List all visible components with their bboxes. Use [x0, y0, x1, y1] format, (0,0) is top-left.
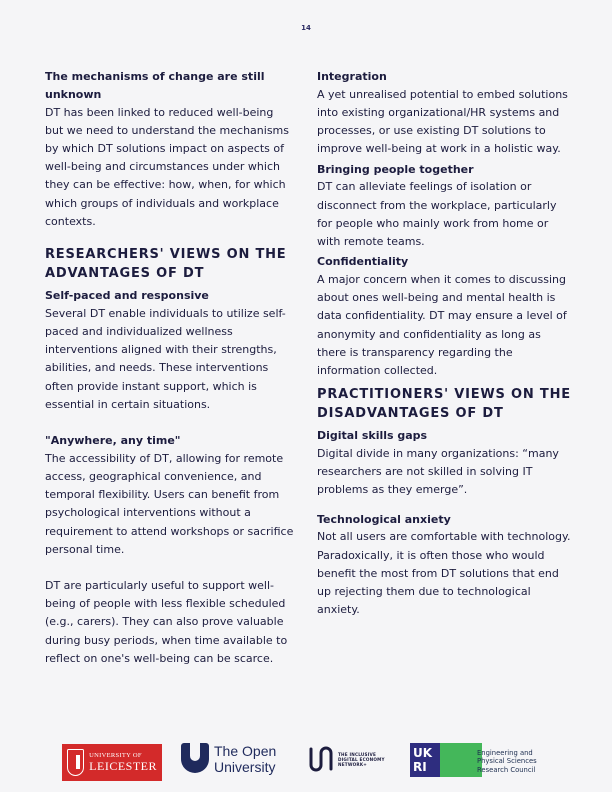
epsrc-line-3: Research Council [477, 765, 536, 774]
ukri-epsrc-logo [410, 740, 570, 780]
leicester-line-2: LEICESTER [89, 759, 157, 774]
anxiety-heading: Technological anxiety [317, 512, 451, 526]
open-university-mark-icon [181, 743, 209, 773]
leicester-shield-icon [67, 749, 84, 776]
epsrc-line-1: Engineering and [477, 749, 533, 757]
digital-skills-body: Digital divide in many organizations: “many researchers are not skilled in solving IT problems as they emerge”. [317, 447, 559, 497]
ukri-mark: UK RI [410, 743, 440, 777]
inclusive-line-3: NETWORK+ [338, 762, 367, 768]
mechanisms-heading: The mechanisms of change are still unknown [45, 70, 265, 101]
integration-body: A yet unrealised potential to embed solutions into existing organizational/HR systems and processes, or use existing DT solutions to improve well-being at work in a holistic way. [317, 87, 568, 156]
anywhere-heading: "Anywhere, any time" [45, 434, 181, 448]
left-column [45, 68, 295, 668]
disadvantages-section-heading: PRACTITIONERS' VIEWS ON THE DISADVANTAGES OF DT [317, 387, 571, 421]
page-number: 14 [301, 24, 311, 32]
anywhere-body-2: DT are particularly useful to support well-being of people with less flexible scheduled (e.g., carers). They can also prove valuable during busy periods, when time available to reflect on one's well-being can be scarce. [45, 579, 288, 665]
confidentiality-body: A major concern when it comes to discussing about ones well-being and mental health is data confidentiality. DT may ensure a level of anonymity and confidentiality as long as there is transparency regarding the information collected. [317, 273, 567, 378]
self-paced-body: Several DT enable individuals to utilize self-paced and individualized wellness interventions aligned with their strengths, abilities, and needs. These interventions often provide instant support, which is essential in certain situations. [45, 306, 286, 411]
university-of-leicester-logo [62, 744, 162, 781]
advantages-section-heading: RESEARCHERS' VIEWS ON THE ADVANTAGES OF DT [45, 247, 287, 281]
inclusive-line-1: THE INCLUSIVE [338, 752, 377, 757]
inclusive-line-2: DIGITAL ECONOMY [338, 757, 385, 763]
open-university-line-2: University [214, 759, 276, 775]
leicester-line-1: UNIVERSITY OF [89, 751, 142, 759]
mechanisms-body: DT has been linked to reduced well-being but we need to understand the mechanisms by which DT solutions impact on aspects of well-being and circumstances under which they can be effective: how, when, for which which groups of individuals and workplace contexts. [45, 105, 289, 228]
open-university-logo [181, 740, 291, 780]
inclusive-network-mark-icon [308, 745, 334, 773]
right-column [317, 68, 572, 619]
open-university-line-1: The Open [214, 743, 277, 759]
integration-heading: Integration [317, 70, 387, 83]
epsrc-line-2: Physical Sciences [477, 757, 537, 766]
bringing-body: DT can alleviate feelings of isolation or disconnect from the workplace, particularly for people who mainly work from home or with remote teams. [317, 180, 557, 249]
anywhere-body: The accessibility of DT, allowing for remote access, geographical convenience, and temporal flexibility. Users can benefit from psychological interventions without a requirement to attend workshops or sacrifice personal time. [45, 451, 294, 556]
anxiety-body: Not all users are comfortable with technology. Paradoxically, it is often those who would benefit the most from DT solutions that end up rejecting them due to technological anxiety. [317, 530, 571, 617]
digital-skills-heading: Digital skills gaps [317, 429, 428, 443]
bringing-heading: Bringing people together [317, 162, 474, 176]
ukri-green-block [440, 743, 482, 777]
confidentiality-heading: Confidentiality [317, 255, 409, 269]
self-paced-heading: Self-paced and responsive [45, 289, 209, 303]
partner-logos [0, 740, 612, 785]
inclusive-digital-economy-logo [308, 740, 398, 780]
